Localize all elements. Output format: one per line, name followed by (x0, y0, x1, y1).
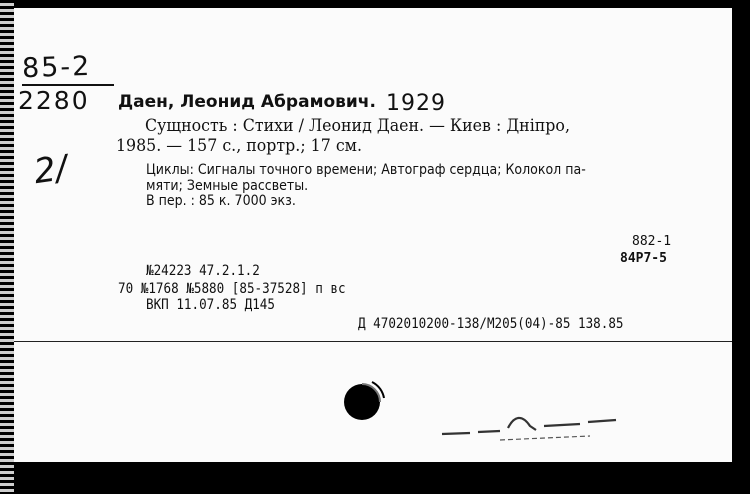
entry-note-line-1: Циклы: Сигналы точного времени; Автограф сердца; Колокол па- (146, 162, 586, 178)
catalog-number-line: Д 4702010200-138/М205(04)-85 138.85 (358, 316, 624, 332)
code-84p7-5: 84Р7-5 (620, 251, 667, 266)
entry-heading: Даен, Леонид Абрамович. (118, 92, 376, 112)
punch-hole (338, 376, 390, 428)
entry-imprint-line: 1985. — 157 с., портр.; 17 см. (116, 136, 362, 156)
entry-note-line-2: мяти; Земные рассветы. (146, 178, 309, 194)
entry-title-line: Сущность : Стихи / Леонид Даен. — Киев : Дніпро, (145, 116, 570, 136)
entry-price-line: В пер. : 85 к. 7000 экз. (146, 193, 296, 209)
handwritten-call-number-bottom: 2280 (18, 86, 90, 115)
record-line-2: 70 №1768 №5880 [85-37528] п вс (118, 281, 346, 297)
code-882-1: 882-1 (632, 234, 672, 249)
smudge-marks (440, 406, 640, 446)
card-rule (14, 341, 732, 342)
handwritten-call-number-top: 85-2 (21, 50, 92, 85)
record-line-3: ВКП 11.07.85 Д145 (146, 297, 275, 313)
card-bottom-shadow (0, 462, 750, 494)
handwritten-margin-mark: 2/ (31, 147, 70, 193)
handwritten-year: 1929 (386, 91, 446, 116)
scan-left-edge (0, 0, 14, 494)
record-line-1: №24223 47.2.1.2 (146, 263, 260, 279)
